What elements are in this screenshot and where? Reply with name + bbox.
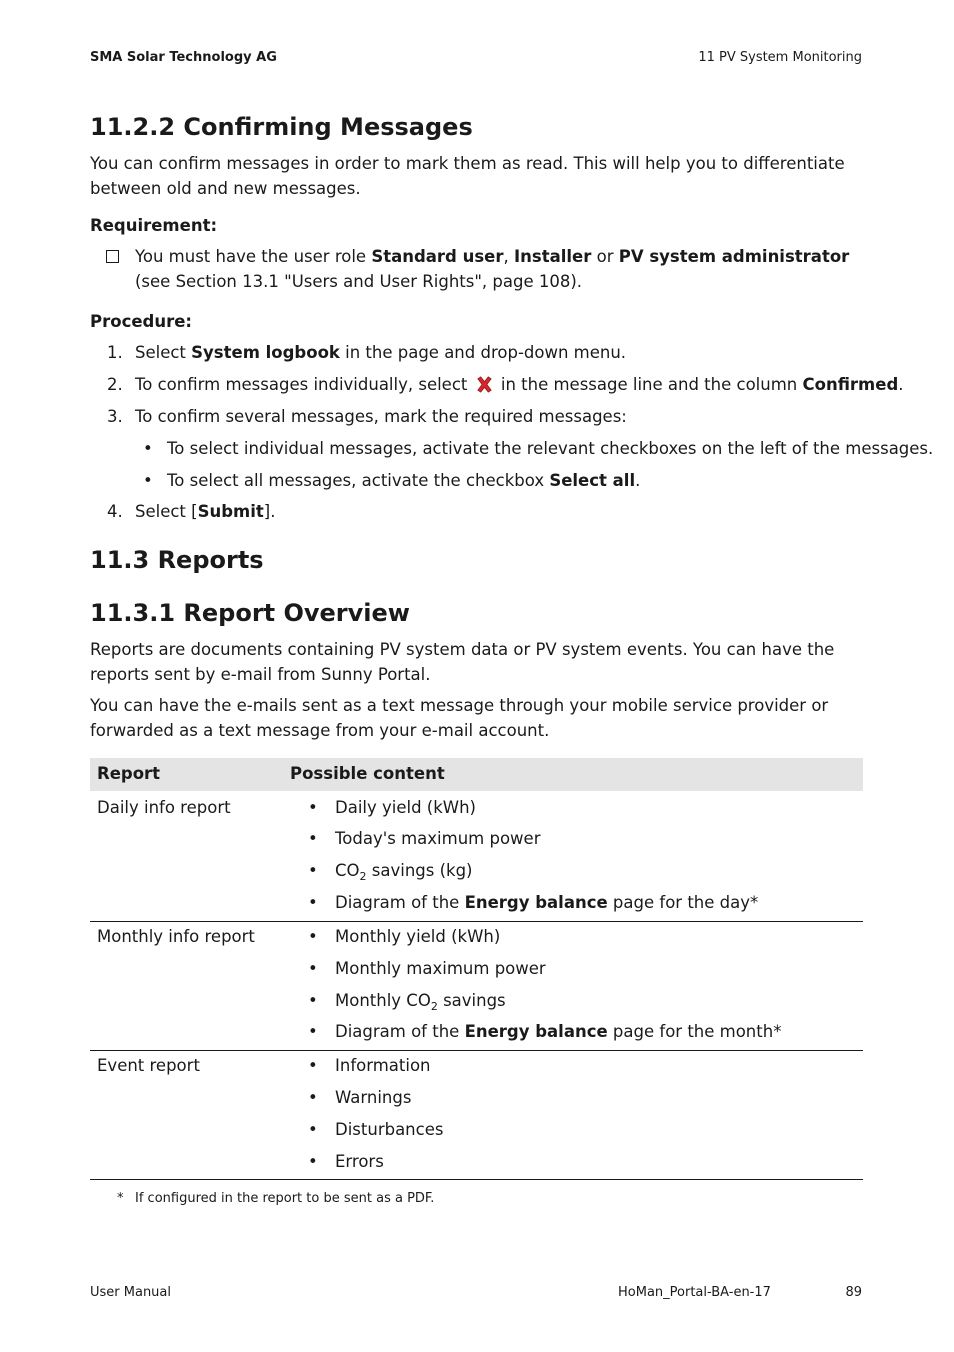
bullet-icon: • bbox=[308, 798, 318, 817]
procedure-label: Procedure: bbox=[90, 312, 193, 331]
row-monthly-name: Monthly info report bbox=[97, 927, 255, 946]
step-3-bullet-2: To select all messages, activate the checkbox Select all. bbox=[167, 471, 641, 490]
table-item: Warnings bbox=[335, 1088, 412, 1107]
step-number: 3. bbox=[107, 407, 123, 426]
bullet-icon: • bbox=[308, 861, 318, 880]
column-header-content: Possible content bbox=[290, 764, 445, 783]
header-company: SMA Solar Technology AG bbox=[90, 50, 277, 65]
table-item: Monthly maximum power bbox=[335, 959, 546, 978]
bullet-icon: • bbox=[143, 471, 153, 490]
step-number: 2. bbox=[107, 375, 123, 394]
table-item: Errors bbox=[335, 1152, 384, 1171]
footer-page-number: 89 bbox=[845, 1285, 862, 1300]
column-header-report: Report bbox=[97, 764, 161, 783]
requirement-reference: (see Section 13.1 "Users and User Rights", page 108). bbox=[135, 272, 583, 291]
table-item: Diagram of the Energy balance page for the day* bbox=[335, 893, 759, 912]
bullet-icon: • bbox=[308, 1088, 318, 1107]
requirement-line: You must have the user role Standard user, Installer or PV system administrator bbox=[135, 247, 850, 266]
step-1: Select System logbook in the page and drop-down menu. bbox=[135, 343, 627, 362]
reports-paragraph-1: Reports are documents containing PV system data or PV system events. You can have the reports sent by e-mail from Sunny Portal. bbox=[90, 640, 835, 684]
intro-paragraph: You can confirm messages in order to mark them as read. This will help you to differentiate between old and new messages. bbox=[90, 154, 845, 198]
requirement-label: Requirement: bbox=[90, 216, 218, 235]
bullet-icon: • bbox=[308, 1120, 318, 1139]
table-item: Today's maximum power bbox=[335, 829, 541, 848]
bullet-icon: • bbox=[308, 1022, 318, 1041]
bullet-icon: • bbox=[308, 1152, 318, 1171]
row-daily-name: Daily info report bbox=[97, 798, 231, 817]
requirement-checkbox-icon bbox=[106, 250, 119, 263]
footer-manual: User Manual bbox=[90, 1285, 172, 1300]
table-item: Information bbox=[335, 1056, 431, 1075]
bullet-icon: • bbox=[308, 991, 318, 1010]
table-item: $CO_2$ savings (kg) bbox=[335, 861, 473, 883]
section-title-report-overview: 11.3.1 Report Overview bbox=[90, 599, 410, 627]
header-chapter: 11 PV System Monitoring bbox=[698, 50, 862, 65]
row-divider bbox=[90, 921, 863, 922]
table-item: Monthly yield (kWh) bbox=[335, 927, 501, 946]
table-item: Disturbances bbox=[335, 1120, 444, 1139]
footer-doc-id: HoMan_Portal-BA-en-17 bbox=[618, 1285, 771, 1300]
step-3: To confirm several messages, mark the required messages: bbox=[135, 407, 627, 426]
table-header bbox=[90, 758, 863, 791]
footnote-mark: * bbox=[117, 1191, 124, 1206]
table-item: Daily yield (kWh) bbox=[335, 798, 476, 817]
footnote-text: If configured in the report to be sent as a PDF. bbox=[135, 1191, 435, 1206]
row-divider bbox=[90, 1050, 863, 1051]
section-title-reports: 11.3 Reports bbox=[90, 546, 264, 574]
reports-paragraph-2: You can have the e-mails sent as a text message through your mobile service provider or forwarded as a text message from your e-mail account. bbox=[90, 696, 829, 740]
red-x-icon bbox=[475, 375, 494, 394]
step-3-bullet-1: To select individual messages, activate the relevant checkboxes on the left of the messages. bbox=[167, 439, 934, 458]
section-title-confirming-messages: 11.2.2 Confirming Messages bbox=[90, 113, 473, 141]
step-4: Select [Submit]. bbox=[135, 502, 276, 521]
bullet-icon: • bbox=[308, 1056, 318, 1075]
step-2: To confirm messages individually, select in the message line and the column Confirmed. bbox=[135, 375, 904, 394]
table-item: Diagram of the Energy balance page for the month* bbox=[335, 1022, 782, 1041]
table-bottom-rule bbox=[90, 1179, 863, 1180]
row-event-name: Event report bbox=[97, 1056, 200, 1075]
bullet-icon: • bbox=[308, 959, 318, 978]
bullet-icon: • bbox=[308, 893, 318, 912]
bullet-icon: • bbox=[308, 927, 318, 946]
step-number: 4. bbox=[107, 502, 123, 521]
step-number: 1. bbox=[107, 343, 123, 362]
table-item: Monthly $CO_2$ savings bbox=[335, 991, 506, 1013]
bullet-icon: • bbox=[143, 439, 153, 458]
bullet-icon: • bbox=[308, 829, 318, 848]
